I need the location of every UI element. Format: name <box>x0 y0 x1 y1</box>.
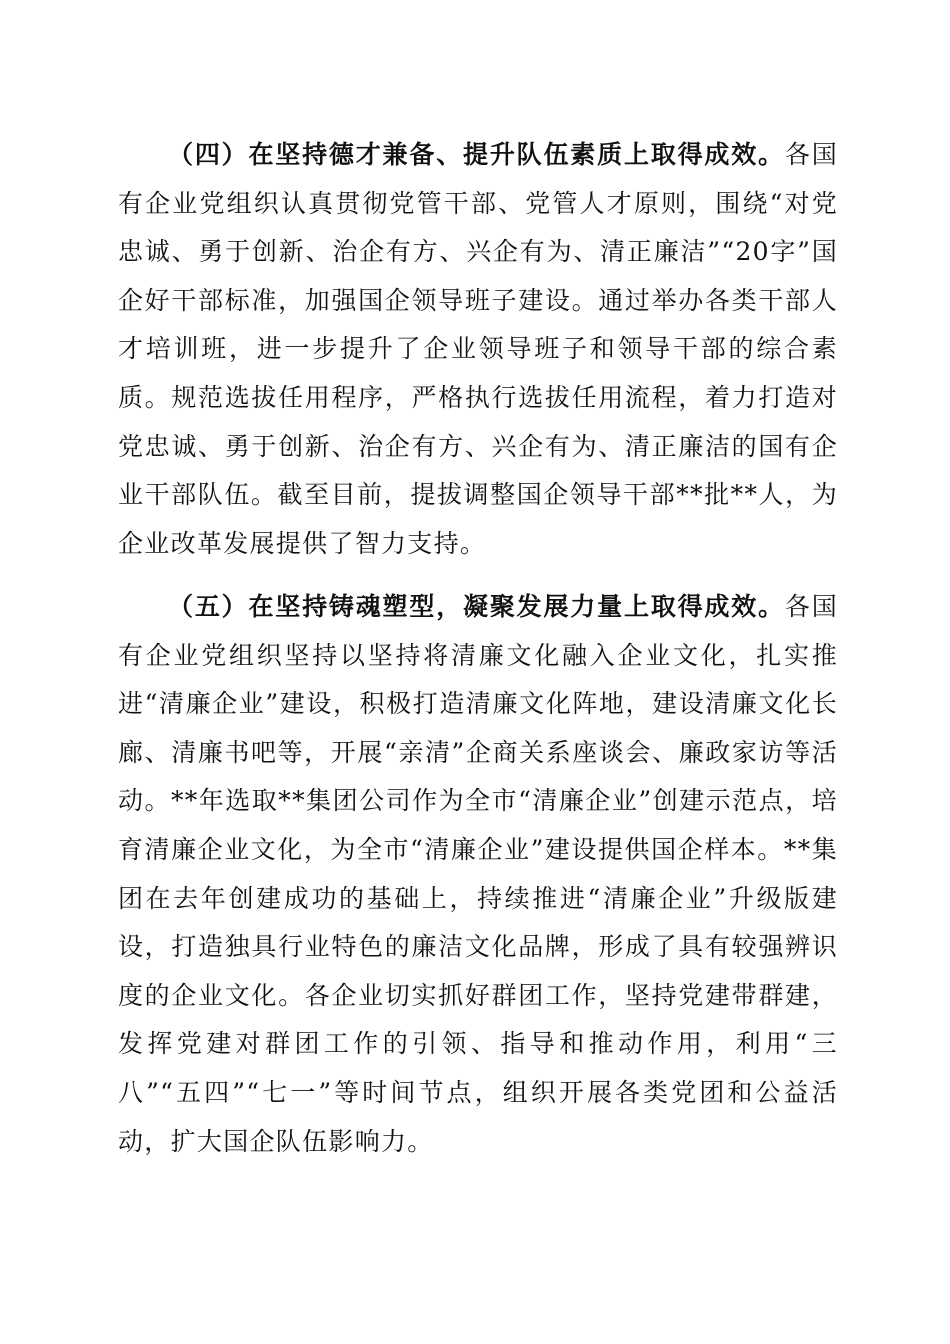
section-5-body: 各国有企业党组织坚持以坚持将清廉文化融入企业文化，扎实推进“清廉企业”建设，积极打造清廉文化阵地，建设清廉文化长廊、清廉书吧等，开展“亲清”企商关系座谈会、廉政家访等活动。**年选取**集团公司作为全市“清廉企业”创建示范点，培育清廉企业文化，为全市“清廉企业”建设提供国企样本。**集团在去年创建成功的基础上，持续推进“清廉企业”升级版建设，打造独具行业特色的廉洁文化品牌，形成了具有较强辨识度的企业文化。各企业切实抓好群团工作，坚持党建带群建，发挥党建对群团工作的引领、指导和推动作用，利用“三八”“五四”“七一”等时间节点，组织开展各类党团和公益活动，扩大国企队伍影响力。 <box>118 592 838 1156</box>
section-4-body: 各国有企业党组织认真贯彻党管干部、党管人才原则，围绕“对党忠诚、勇于创新、治企有方、兴企有为、清正廉洁”“20字”国企好干部标准，加强国企领导班子建设。通过举办各类干部人才培训班，进一步提升了企业领导班子和领导干部的综合素质。规范选拔任用程序，严格执行选拔任用流程，着力打造对党忠诚、勇于创新、治企有方、兴企有为、清正廉洁的国有企业干部队伍。截至目前，提拔调整国企领导干部**批**人，为企业改革发展提供了智力支持。 <box>118 140 838 558</box>
paragraph-section-5 <box>118 583 838 1166</box>
paragraph-section-4 <box>118 131 838 568</box>
section-5-heading: （五）在坚持铸魂塑型，凝聚发展力量上取得成效。 <box>168 592 785 621</box>
section-4-heading: （四）在坚持德才兼备、提升队伍素质上取得成效。 <box>168 140 785 169</box>
